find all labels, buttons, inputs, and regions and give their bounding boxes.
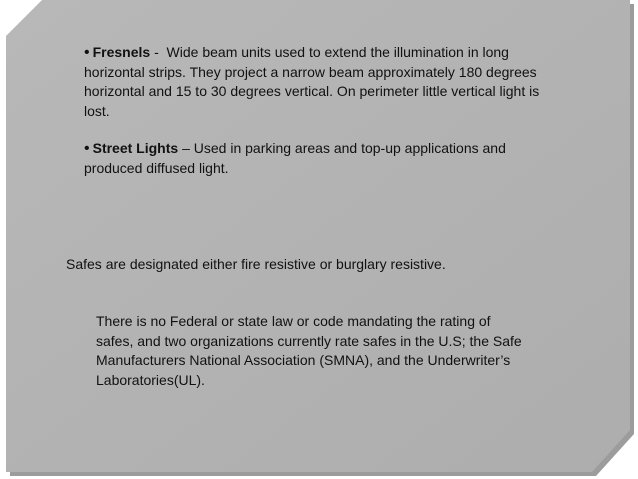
street-lights-term: Street Lights (92, 140, 179, 156)
fresnels-first-line (84, 43, 614, 63)
street-line-1: Used in parking areas and top-up applications and (193, 140, 506, 156)
fresnels-line-4: lost. (84, 102, 110, 119)
street-first-line (84, 139, 614, 159)
bullet-fresnels (84, 43, 614, 121)
fresnels-line-3: horizontal and 15 to 30 degrees vertical. On perimeter little vertical light is (84, 83, 540, 99)
street-separator: – (178, 140, 194, 156)
fresnels-separator: - (150, 44, 167, 60)
bullet-street-lights (84, 139, 614, 178)
bullet-dot: • (84, 140, 90, 157)
fresnels-line-1: Wide beam units used to extend the illumination in long (166, 44, 509, 60)
law-line-4: Laboratories(UL). (96, 371, 205, 388)
bullet-dot: • (84, 44, 90, 61)
law-paragraph (96, 312, 596, 390)
safes-statement: Safes are designated either fire resistive or burglary resistive. (66, 256, 446, 272)
fresnels-line-2: horizontal strips. They project a narrow beam approximately 180 degrees (84, 63, 537, 80)
law-line-2: safes, and two organizations currently rate safes in the U.S; the Safe (96, 332, 522, 349)
law-line-1: There is no Federal or state law or code mandating the rating of (96, 313, 491, 329)
fresnels-term: Fresnels (92, 44, 151, 60)
law-line-3: Manufacturers National Association (SMNA), and the Underwriter’s (96, 352, 511, 368)
street-line-2: produced diffused light. (84, 159, 229, 176)
